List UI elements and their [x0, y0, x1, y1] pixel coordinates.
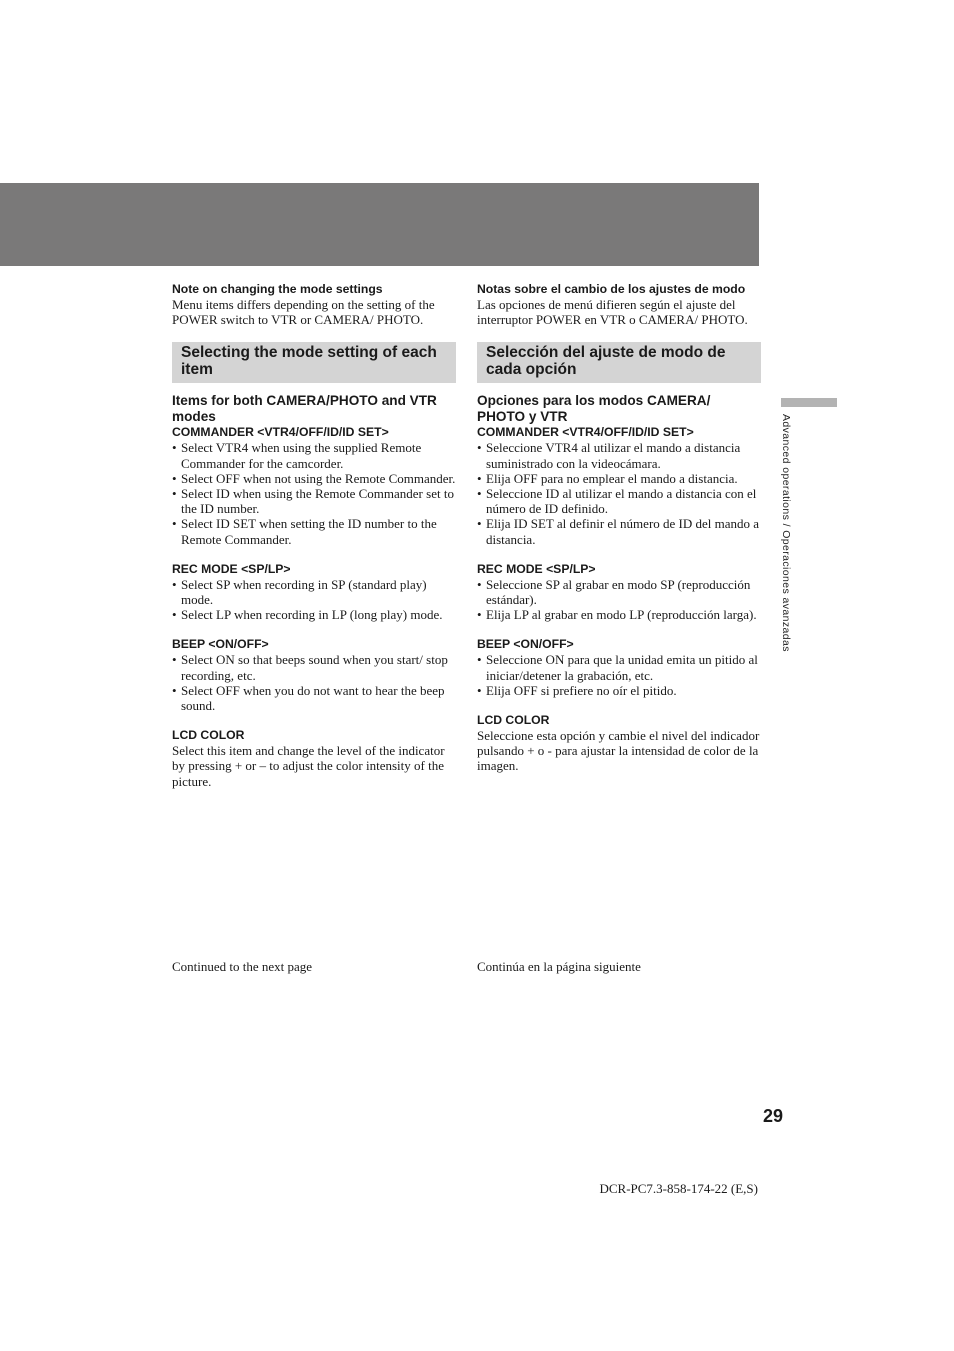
section-tab-label: Advanced operations / Operaciones avanzadas [780, 414, 792, 652]
model-code: DCR-PC7.3-858-174-22 (E,S) [599, 1181, 758, 1196]
list-item: • Elija OFF si prefiere no oír el pitido. [477, 682, 677, 698]
section-title: Selecting the mode setting of each item [172, 342, 456, 383]
list-item: • Select ID when using the Remote Commander set to the ID number. [172, 486, 454, 517]
commander-list [477, 440, 761, 546]
list-item: • Select VTR4 when using the supplied Remote Commander for the camcorder. [172, 440, 422, 471]
subheading: Opciones para los modos CAMERA/ PHOTO y VTR [477, 393, 711, 425]
page-number: 29 [763, 1106, 784, 1126]
commander-heading: COMMANDER <VTR4/OFF/ID/ID SET> [477, 425, 694, 440]
continued-note: Continued to the next page [172, 959, 313, 974]
note-heading: Notas sobre el cambio de los ajustes de modo [477, 282, 746, 296]
english-column [172, 282, 456, 789]
section-title: Selección del ajuste de modo de cada opción [477, 342, 761, 383]
note-body: Las opciones de menú difieren según el ajuste del interruptor POWER en VTR o CAMERA/ PHOTO. [477, 297, 748, 328]
commander-heading: COMMANDER <VTR4/OFF/ID/ID SET> [172, 425, 389, 440]
continued-note: Continúa en la página siguiente [477, 959, 641, 974]
beep-list [477, 652, 761, 698]
lcd-color-heading: LCD COLOR [477, 713, 550, 728]
rec-mode-heading: REC MODE <SP/LP> [172, 561, 291, 576]
list-item: • Elija ID SET al definir el número de ID del mando a distancia. [477, 516, 760, 547]
beep-heading: BEEP <ON/OFF> [477, 637, 574, 652]
list-item: • Elija OFF para no emplear el mando a distancia. [477, 470, 738, 486]
note-body: Menu items differs depending on the setting of the POWER switch to VTR or CAMERA/ PHOTO. [172, 297, 435, 328]
list-item: • Select SP when recording in SP (standard play) mode. [172, 576, 427, 608]
rec-mode-list [477, 577, 761, 623]
rec-mode-heading: REC MODE <SP/LP> [477, 561, 596, 576]
section-tab-marker [781, 398, 837, 407]
list-item: • Seleccione ON para que la unidad emita un pitido al iniciar/detener la grabación, etc. [477, 652, 758, 683]
subheading: Items for both CAMERA/PHOTO and VTR modes [172, 393, 437, 425]
list-item: • Select ID SET when setting the ID number to the Remote Commander. [172, 516, 437, 547]
note-heading: Note on changing the mode settings [172, 282, 383, 296]
lcd-color-body: Select this item and change the level of the indicator by pressing + or – to adjust the color intensity of the picture. [172, 743, 445, 789]
lcd-color-heading: LCD COLOR [172, 728, 245, 743]
list-item: • Seleccione ID al utilizar el mando a distancia con el número de ID definido. [477, 486, 757, 517]
commander-list [172, 440, 456, 546]
list-item: • Seleccione SP al grabar en modo SP (reproducción estándar). [477, 576, 751, 608]
header-bar [0, 183, 759, 266]
list-item: • Select OFF when you do not want to hear the beep sound. [172, 682, 445, 714]
lcd-color-body: Seleccione esta opción y cambie el nivel del indicador pulsando + o - para ajustar la intensidad de color de la imagen. [477, 728, 760, 774]
list-item: • Select ON so that beeps sound when you start/ stop recording, etc. [172, 652, 448, 683]
beep-heading: BEEP <ON/OFF> [172, 637, 269, 652]
beep-list [172, 652, 456, 713]
rec-mode-list [172, 577, 456, 623]
list-item: • Seleccione VTR4 al utilizar el mando a distancia suministrado con la videocámara. [477, 440, 741, 471]
list-item: • Elija LP al grabar en modo LP (reproducción larga). [477, 607, 757, 623]
list-item: • Select LP when recording in LP (long play) mode. [172, 607, 443, 623]
spanish-column [477, 282, 761, 774]
list-item: • Select OFF when not using the Remote Commander. [172, 470, 456, 486]
